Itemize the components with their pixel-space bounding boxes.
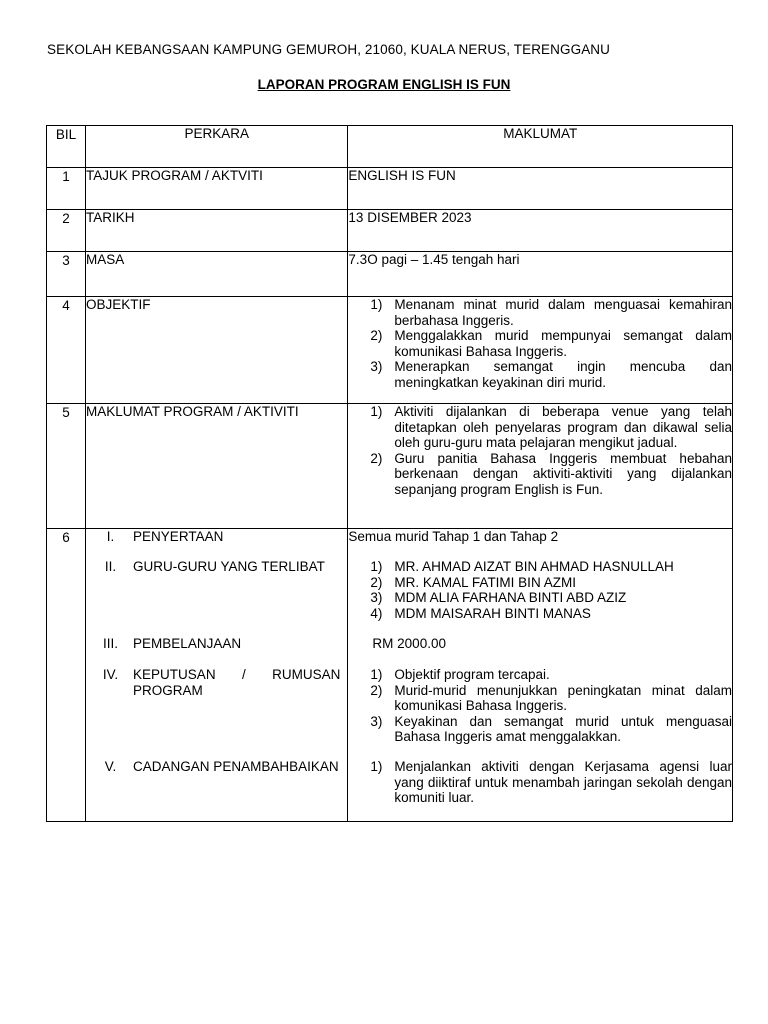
list-item: 3) Menerapkan semangat ingin mencuba dan meningkatkan keyakinan diri murid.	[370, 359, 732, 390]
row-perkara: OBJEKTIF	[86, 297, 348, 404]
row-perkara: TARIKH	[86, 210, 348, 252]
header-bil: BIL	[47, 126, 86, 168]
list-item: 2) Murid-murid menunjukkan peningkatan minat dalam komunikasi Bahasa Inggeris.	[370, 682, 732, 713]
row-maklumat: 13 DISEMBER 2023	[348, 210, 733, 252]
list-item: 1) MR. AHMAD AIZAT BIN AHMAD HASNULLAH	[370, 559, 674, 574]
table-row	[47, 252, 733, 297]
header-maklumat: MAKLUMAT	[348, 126, 733, 168]
list-item: 2) MR. KAMAL FATIMI BIN AZMI	[370, 574, 576, 590]
penyertaan-value: Semua murid Tahap 1 dan Tahap 2	[348, 529, 559, 544]
pembelanjaan-value: RM 2000.00	[372, 636, 446, 651]
row-number: 6	[47, 529, 86, 822]
row-number: 1	[47, 168, 86, 210]
list-item: 1) Aktiviti dijalankan di beberapa venue yang telah ditetapkan oleh penyelaras program dan dikawal selia oleh guru-guru mata pelajaran mengikut jadual.	[370, 404, 732, 450]
row-maklumat	[348, 404, 733, 529]
list-item: 1) Objektif program tercapai.	[370, 667, 550, 682]
list-item: 3) MDM ALIA FARHANA BINTI ABD AZIZ	[370, 590, 627, 605]
row-number: 5	[47, 404, 86, 529]
objective-list	[348, 297, 732, 390]
row-maklumat: ENGLISH IS FUN	[348, 168, 733, 210]
teacher-list	[348, 559, 732, 636]
result-list	[348, 667, 732, 759]
list-item: 2) Guru panitia Bahasa Inggeris membuat hebahan berkenaan dengan aktiviti-aktiviti yang dijalankan sepanjang program English is Fun.	[370, 450, 732, 497]
list-item: 4) MDM MAISARAH BINTI MANAS	[370, 605, 591, 621]
table-row	[47, 529, 733, 822]
row-perkara	[86, 529, 348, 822]
table-row	[47, 168, 733, 210]
suggestion-list	[348, 759, 732, 806]
sub-item-cadangan: V. CADANGAN PENAMBAHBAIKAN	[104, 759, 339, 774]
row-perkara: TAJUK PROGRAM / AKTVITI	[86, 168, 348, 210]
table-row	[47, 404, 733, 529]
school-header: SEKOLAH KEBANGSAAN KAMPUNG GEMUROH, 21060, KUALA NERUS, TERENGGANU	[47, 42, 611, 57]
activity-info-list	[348, 404, 732, 497]
list-item: 3) Keyakinan dan semangat murid untuk menguasai Bahasa Inggeris amat menggalakkan.	[370, 713, 732, 744]
table-header-row	[47, 126, 733, 168]
row-number: 2	[47, 210, 86, 252]
list-item: 1) Menjalankan aktiviti dengan Kerjasama agensi luar yang diiktiraf untuk menambah jaringan sekolah dengan komuniti luar.	[370, 759, 732, 805]
list-item: 1) Menanam minat murid dalam menguasai kemahiran berbahasa Inggeris.	[370, 297, 732, 328]
row-maklumat: 7.3O pagi – 1.45 tengah hari	[348, 252, 733, 297]
sub-item-pembelanjaan: III. PEMBELANJAAN	[103, 636, 242, 651]
row-maklumat	[348, 297, 733, 404]
row-number: 3	[47, 252, 86, 297]
row-perkara: MAKLUMAT PROGRAM / AKTIVITI	[86, 404, 348, 529]
sub-item-guru: II. GURU-GURU YANG TERLIBAT	[104, 559, 325, 574]
list-item: 2) Menggalakkan murid mempunyai semangat dalam komunikasi Bahasa Inggeris.	[370, 328, 732, 359]
row-maklumat	[348, 529, 733, 822]
report-table	[46, 125, 733, 822]
table-row	[47, 297, 733, 404]
sub-item-penyertaan: I. PENYERTAAN	[106, 529, 224, 544]
sub-item-keputusan: IV. KEPUTUSAN / RUMUSAN PROGRAM	[102, 667, 341, 698]
header-perkara: PERKARA	[86, 126, 348, 168]
report-title: LAPORAN PROGRAM ENGLISH IS FUN	[257, 77, 511, 92]
row-number: 4	[47, 297, 86, 404]
row-perkara: MASA	[86, 252, 348, 297]
table-row	[47, 210, 733, 252]
